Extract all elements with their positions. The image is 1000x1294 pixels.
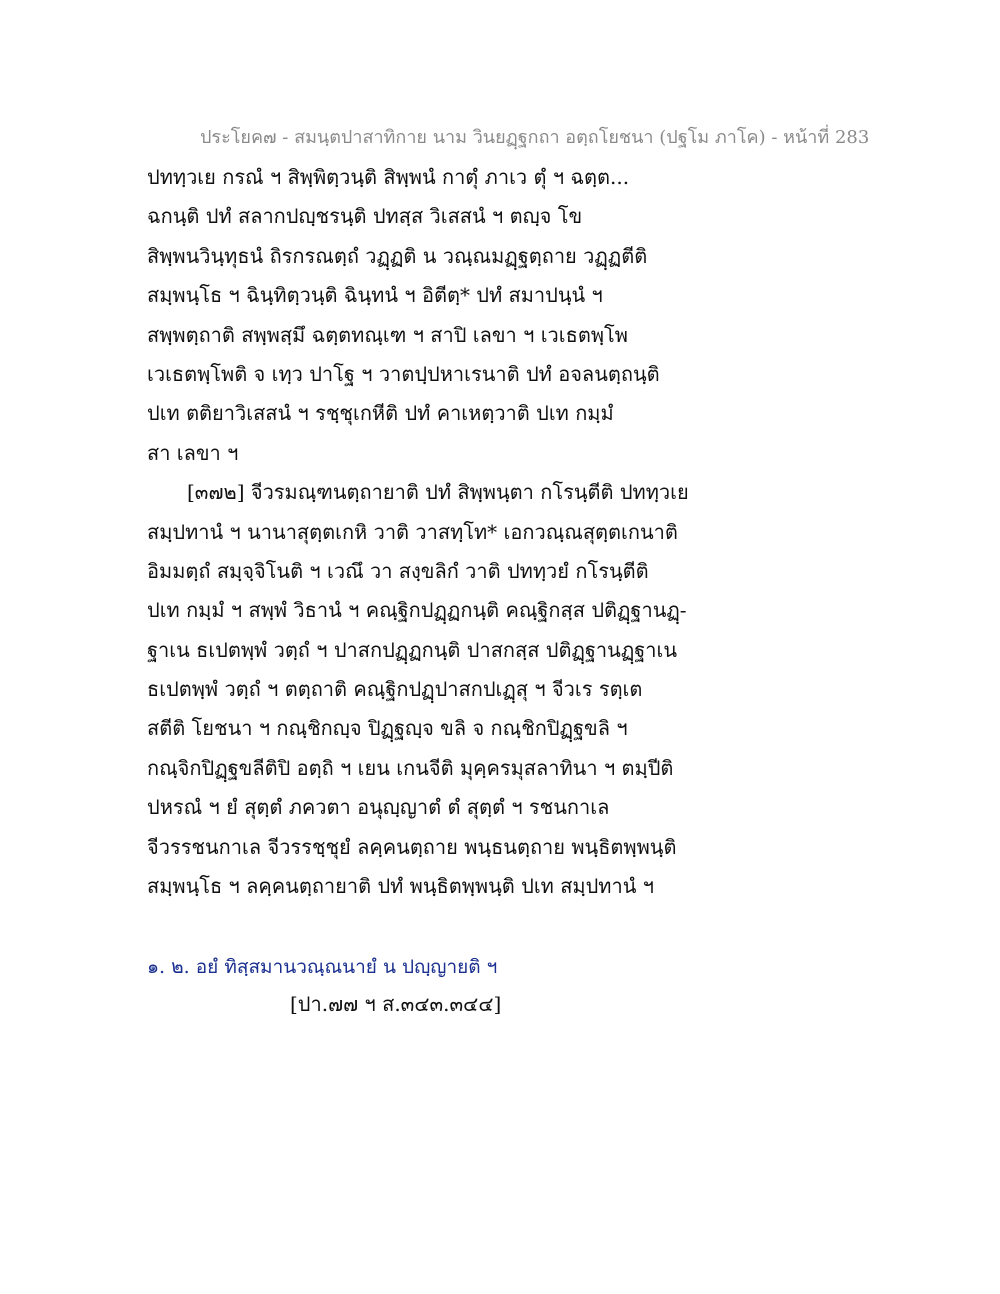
text-line: ปเท ตติยาวิเสสนํ ฯ รชฺชุเกหีติ ปทํ คาเหตฺวาติ ปเท กมฺมํ bbox=[147, 401, 614, 426]
footnote: ๑. ๒. อยํ ทิสฺสมานวณฺณนายํ น ปญฺญายติ ฯ bbox=[147, 956, 498, 978]
paragraph-start-line: [๓๗๒] จีวรมณฺฑนตฺถายาติ ปทํ สิพฺพนฺตา กโรนฺตีติ ปททฺวเย bbox=[187, 480, 689, 505]
text-line: สพฺพตฺถาติ สพฺพสฺมึ ฉตฺตทณฺเฑ ฯ สาปิ เลขา ฯ เวเธตพฺโพ bbox=[147, 322, 628, 347]
body-text bbox=[147, 158, 867, 906]
text-line: ปเท กมฺมํ ฯ สพฺพํ วิธานํ ฯ คณฺฐิกปฏฺฏกนฺติ คณฺฐิกสฺส ปติฏฺฐานฏฺ- bbox=[147, 598, 687, 623]
text-line: สมฺพนฺโธ ฯ ฉินฺทิตฺวนฺติ ฉินฺทนํ ฯ อิตีตฺ* ปทํ สมาปนฺนํ ฯ bbox=[147, 283, 603, 308]
text-line: ธเปตพฺพํ วตฺถํ ฯ ตตฺถาติ คณฺฐิกปฏฺปาสกปเฏฺสุ ฯ จีวเร รตฺเต bbox=[147, 677, 643, 702]
text-line: ปหรณํ ฯ ยํ สุตฺตํ ภควตา อนุญฺญาตํ ตํ สุตฺตํ ฯ รชนกาเล bbox=[147, 795, 610, 820]
text-line: อิมมตฺถํ สมฺจฺจิโนติ ฯ เวณึ วา สงฺขลิกํ วาติ ปททฺวยํ กโรนฺตีติ bbox=[147, 558, 649, 583]
text-line: ฐาเน ธเปตพฺพํ วตฺถํ ฯ ปาสกปฏฺฏกนฺติ ปาสกสฺส ปติฏฺฐานฏฺฐาเน bbox=[147, 637, 678, 662]
text-line: กณฺจิกปิฏฺฐขลีติปิ อตฺถิ ฯ เยน เกนจีติ มุคฺครมุสลาทินา ฯ ตมฺปีติ bbox=[147, 755, 674, 780]
text-line: เวเธตพฺโพติ จ เทฺว ปาโฐ ฯ วาตปฺปหาเรนาติ ปทํ อจลนตฺถนฺติ bbox=[147, 361, 660, 386]
text-line: ปททฺวเย กรณํ ฯ สิพฺพิตฺวนฺติ สิพฺพนํ กาตุํ ภาเว ตุํ ฯ ฉตฺต... bbox=[147, 165, 630, 189]
text-line: สตีติ โยชนา ฯ กณฺชิกญฺจ ปิฏฺฐญฺจ ขลิ จ กณฺชิกปิฏฺฐขลิ ฯ bbox=[147, 716, 628, 741]
page-header: ประโยค๗ - สมนฺตปาสาทิกาย นาม วินยฏฺฐกถา อตฺถโยชนา (ปฐโม ภาโค) - หน้าที่ 283 bbox=[200, 127, 870, 148]
text-line: สมฺพนฺโธ ฯ ลคฺคนตฺถายาติ ปทํ พนฺธิตพฺพนฺติ ปเท สมฺปทานํ ฯ bbox=[147, 874, 654, 899]
text-line: สา เลขา ฯ bbox=[147, 440, 239, 465]
text-line: สิพฺพนวินฺทุธนํ ถิรกรณตฺถํ วฏฺฏติ น วณฺณมฏฺฐตฺถาย วฏฺฏตีติ bbox=[147, 243, 648, 268]
text-line: สมฺปทานํ ฯ นานาสุตฺตเกหิ วาติ วาสทฺโท* เอกวณฺณสุตฺตเกนาติ bbox=[147, 519, 678, 544]
text-line: จีวรรชนกาเล จีวรรชฺชุยํ ลคฺคนตฺถาย พนฺธนตฺถาย พนฺธิตพฺพนฺติ bbox=[147, 834, 677, 859]
text-line: ฉกนฺติ ปทํ สลากปญฺชรนฺติ ปทสฺส วิเสสนํ ฯ ตญฺจ โข bbox=[147, 204, 583, 229]
page-reference: [ปา.๗๗ ฯ ส.๓๔๓.๓๔๔] bbox=[290, 992, 502, 1016]
